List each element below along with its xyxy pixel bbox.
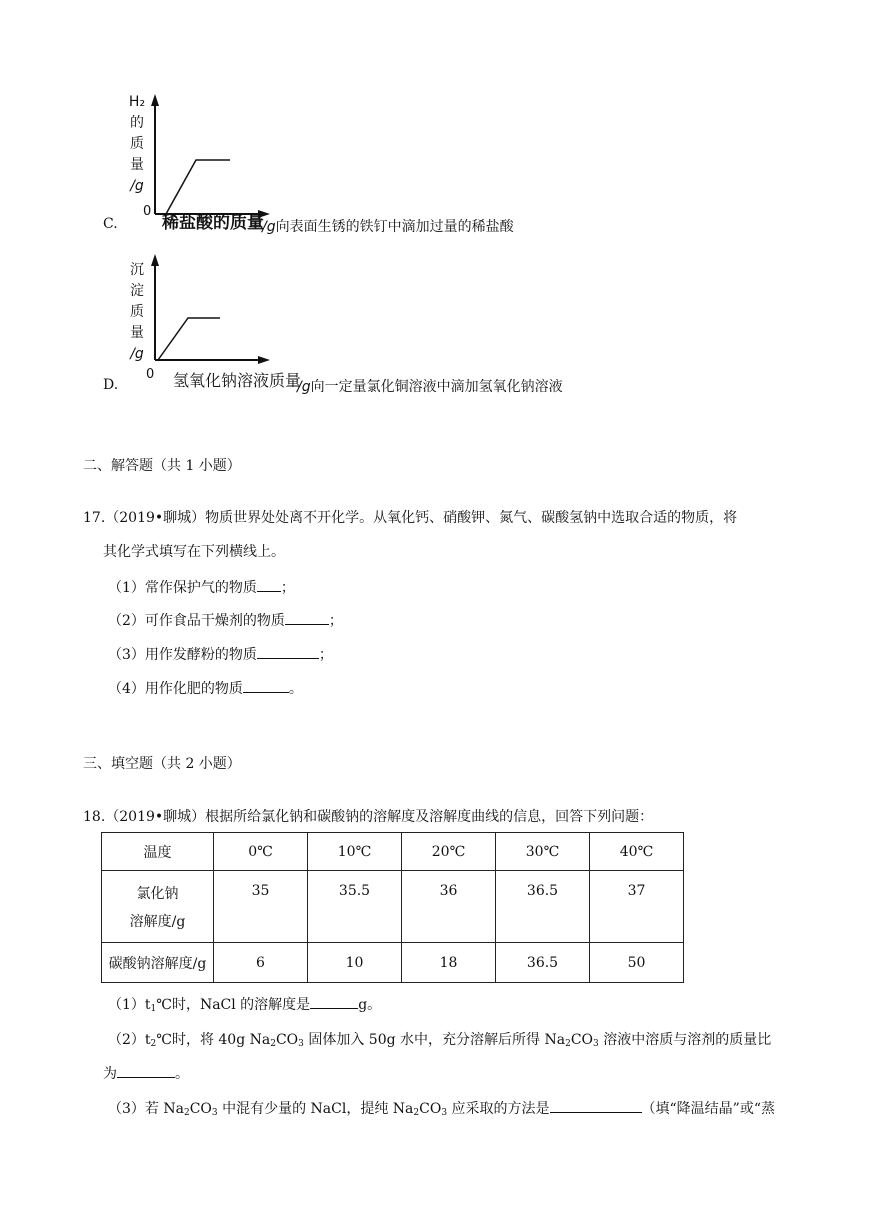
text: 中混有少量的 NaCl，提纯 Na <box>217 1101 414 1117</box>
text: （填“降温结晶”或“蒸 <box>641 1101 775 1117</box>
answer-blank[interactable] <box>550 1098 642 1113</box>
text: ℃时，NaCl 的溶解度是 <box>156 997 311 1013</box>
text: （1）t <box>108 997 151 1013</box>
answer-blank[interactable] <box>257 644 319 659</box>
subscript: 3 <box>298 1039 304 1049</box>
table-row-label: 碳酸钠溶解度/g <box>102 943 214 983</box>
part-end: 。 <box>288 681 303 697</box>
y-label-char: H₂ <box>128 94 146 110</box>
subscript: 2 <box>150 1039 157 1049</box>
y-axis-arrow <box>151 254 159 266</box>
y-label-char: 质 <box>130 304 144 320</box>
table-cell: 10 <box>308 943 402 983</box>
text: 溶液中溶质与溶剂的质量比 <box>598 1032 772 1048</box>
table-cell: 36 <box>402 871 496 943</box>
q17-part-2 <box>108 610 343 630</box>
subscript: 2 <box>183 1108 190 1118</box>
answer-blank[interactable] <box>117 1063 175 1078</box>
description: 向一定量氯化铜溶液中滴加氢氧化钠溶液 <box>310 379 563 395</box>
curve <box>158 318 220 360</box>
answer-blank[interactable] <box>243 678 289 693</box>
table-header-row <box>102 833 684 871</box>
y-label-char: 淀 <box>130 283 144 299</box>
q18-part-2 <box>108 1029 771 1049</box>
subscript: 3 <box>441 1108 448 1118</box>
table-cell: 35 <box>214 871 308 943</box>
table-row-na2co3 <box>102 943 684 983</box>
table-cell: 温度 <box>102 833 214 871</box>
x-unit: /g <box>262 219 276 235</box>
option-c-desc <box>262 216 514 236</box>
text: （3）若 Na <box>108 1101 184 1117</box>
option-d-letter: D. <box>103 377 119 393</box>
y-axis-arrow <box>151 94 159 106</box>
table-cell: 35.5 <box>308 871 402 943</box>
subscript: 1 <box>150 1004 157 1014</box>
table-cell: 36.5 <box>496 871 590 943</box>
subscript: 3 <box>593 1039 599 1049</box>
text: CO <box>570 1032 594 1048</box>
solubility-table <box>101 832 684 983</box>
table-cell: 40℃ <box>590 833 684 871</box>
text: CO <box>419 1101 442 1117</box>
x-axis-arrow <box>258 356 270 364</box>
y-label-char: /g <box>130 178 144 194</box>
part-text: （3）用作发酵粉的物质 <box>108 647 257 663</box>
y-label-char: 沉 <box>130 262 144 278</box>
y-label-char: /g <box>130 346 144 362</box>
answer-blank[interactable] <box>310 994 358 1009</box>
part-text: （4）用作化肥的物质 <box>108 681 243 697</box>
y-label-char: 量 <box>130 325 144 341</box>
subscript: 2 <box>413 1108 420 1118</box>
table-cell: 50 <box>590 943 684 983</box>
table-cell: 0℃ <box>214 833 308 871</box>
table-cell: 36.5 <box>496 943 590 983</box>
text: 固体加入 50g 水中，充分溶解后所得 Na <box>303 1032 566 1048</box>
table-cell: 20℃ <box>402 833 496 871</box>
table-cell: 6 <box>214 943 308 983</box>
table-cell: 30℃ <box>496 833 590 871</box>
q18-part-3 <box>108 1098 775 1118</box>
option-c-y-label <box>127 92 147 197</box>
answer-blank[interactable] <box>257 577 281 592</box>
q17-part-3 <box>108 644 333 664</box>
section3-heading: 三、填空题（共 2 小题） <box>83 756 241 772</box>
text: 为 <box>103 1066 117 1082</box>
q18-part-2-line2 <box>103 1063 189 1083</box>
table-row-nacl <box>102 871 684 943</box>
option-d-y-label <box>127 260 147 365</box>
q18-stem: 18.（2019•聊城）根据所给氯化钠和碳酸钠的溶解度及溶解度曲线的信息，回答下列问题： <box>83 809 654 825</box>
text: 应采取的方法是 <box>447 1101 550 1117</box>
table-cell: 37 <box>590 871 684 943</box>
text: 。 <box>175 1066 189 1082</box>
label-line: 溶解度/g <box>129 914 186 930</box>
option-c-origin: 0 <box>143 204 152 219</box>
q17-part-1 <box>108 577 295 597</box>
q17-stem-line1: 17.（2019•聊城）物质世界处处离不开化学。从氧化钙、硝酸钾、氮气、碳酸氢钠中选取合适的物质，将 <box>83 510 738 526</box>
table-cell: 18 <box>402 943 496 983</box>
text: （2）t <box>108 1032 151 1048</box>
option-c-x-label: 稀盐酸的质量 <box>162 213 264 233</box>
curve <box>166 160 230 214</box>
q18-part-1 <box>108 994 381 1014</box>
answer-blank[interactable] <box>285 610 329 625</box>
part-end: ； <box>318 647 333 663</box>
option-d-origin: 0 <box>146 367 155 382</box>
x-unit: /g <box>297 379 311 395</box>
section2-heading: 二、解答题（共 1 小题） <box>83 458 241 474</box>
text: CO <box>189 1101 212 1117</box>
option-c-letter: C. <box>103 216 118 232</box>
part-text: （1）常作保护气的物质 <box>108 580 257 596</box>
text: CO <box>275 1032 299 1048</box>
part-end: ； <box>328 613 343 629</box>
label-line: 氯化钠 <box>136 886 179 902</box>
y-label-char: 量 <box>130 157 144 173</box>
text: g。 <box>358 997 382 1013</box>
subscript: 3 <box>211 1108 218 1118</box>
option-d-x-label: 氢氧化钠溶液质量 <box>173 371 302 390</box>
q17-part-4 <box>108 678 303 698</box>
description: 向表面生锈的铁钉中滴加过量的稀盐酸 <box>275 219 514 235</box>
text: ℃时，将 40g Na <box>156 1032 271 1048</box>
table-row-label <box>102 871 214 943</box>
subscript: 2 <box>270 1039 276 1049</box>
q17-stem-line2: 其化学式填写在下列横线上。 <box>103 544 285 560</box>
part-text: （2）可作食品干燥剂的物质 <box>108 613 285 629</box>
subscript: 2 <box>565 1039 571 1049</box>
table-cell: 10℃ <box>308 833 402 871</box>
y-label-char: 的 <box>130 115 144 131</box>
option-d-desc <box>297 376 563 396</box>
y-label-char: 质 <box>130 136 144 152</box>
part-end: ； <box>280 580 295 596</box>
